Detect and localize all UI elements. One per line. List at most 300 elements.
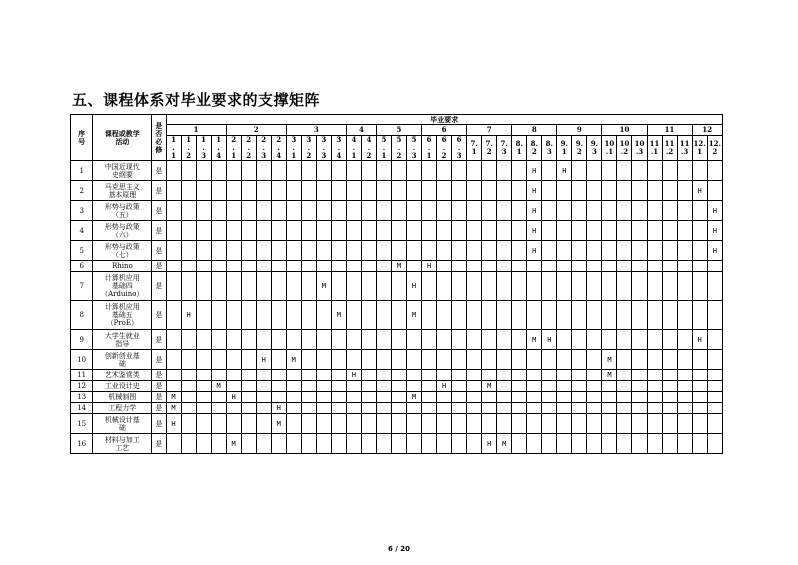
support-cell	[707, 434, 722, 454]
support-cell	[331, 414, 346, 434]
support-cell	[376, 201, 391, 221]
support-level-mark: H	[181, 301, 196, 330]
support-cell	[572, 301, 587, 330]
support-cell	[271, 370, 286, 381]
support-cell	[572, 201, 587, 221]
support-cell	[407, 403, 422, 414]
support-cell	[677, 350, 692, 370]
support-cell	[647, 381, 662, 392]
support-cell	[647, 403, 662, 414]
support-cell	[166, 272, 181, 301]
support-cell	[572, 414, 587, 434]
support-cell	[211, 221, 226, 241]
support-cell	[166, 241, 181, 261]
support-cell	[512, 370, 527, 381]
support-cell	[617, 392, 632, 403]
support-cell	[316, 201, 331, 221]
support-level-mark: M	[271, 414, 286, 434]
support-cell	[452, 221, 467, 241]
support-cell	[226, 350, 241, 370]
support-cell	[166, 350, 181, 370]
course-name: 材料与加工 工艺	[93, 434, 152, 454]
support-cell	[437, 201, 452, 221]
support-cell	[376, 403, 391, 414]
support-cell	[557, 241, 572, 261]
support-cell	[181, 392, 196, 403]
support-cell	[632, 261, 647, 272]
support-cell	[346, 381, 361, 392]
support-cell	[647, 330, 662, 350]
support-cell	[662, 403, 677, 414]
support-cell	[707, 272, 722, 301]
support-level-mark: H	[422, 261, 437, 272]
sub-requirement-header: 10 .3	[632, 136, 647, 161]
support-cell	[241, 434, 256, 454]
support-cell	[482, 261, 497, 272]
support-cell	[301, 414, 316, 434]
support-cell	[196, 272, 211, 301]
support-cell	[286, 403, 301, 414]
row-number: 4	[71, 221, 93, 241]
support-cell	[391, 403, 406, 414]
required-flag: 是	[152, 201, 166, 221]
support-cell	[482, 181, 497, 201]
support-cell	[452, 350, 467, 370]
support-cell	[707, 403, 722, 414]
support-cell	[316, 221, 331, 241]
support-cell	[557, 201, 572, 221]
support-cell	[527, 370, 542, 381]
support-cell	[256, 241, 271, 261]
support-cell	[376, 350, 391, 370]
support-cell	[256, 330, 271, 350]
support-level-mark: M	[166, 403, 181, 414]
support-cell	[707, 330, 722, 350]
support-cell	[587, 161, 602, 181]
support-cell	[512, 381, 527, 392]
support-cell	[542, 181, 557, 201]
support-cell	[692, 392, 707, 403]
support-cell	[211, 370, 226, 381]
support-cell	[346, 161, 361, 181]
support-cell	[407, 201, 422, 221]
support-cell	[286, 272, 301, 301]
support-cell	[301, 434, 316, 454]
support-cell	[361, 403, 376, 414]
support-cell	[617, 241, 632, 261]
support-cell	[572, 381, 587, 392]
group-header: 3	[286, 125, 346, 136]
sub-requirement-header: 7. 3	[497, 136, 512, 161]
support-cell	[602, 434, 617, 454]
support-cell	[422, 330, 437, 350]
support-cell	[632, 370, 647, 381]
support-cell	[587, 403, 602, 414]
course-name: 创新创业基 础	[93, 350, 152, 370]
header-group-row	[71, 125, 723, 136]
support-cell	[557, 221, 572, 241]
support-cell	[452, 181, 467, 201]
support-cell	[166, 301, 181, 330]
support-cell	[331, 201, 346, 221]
sub-requirement-header: 7. 2	[482, 136, 497, 161]
support-cell	[632, 221, 647, 241]
support-cell	[271, 381, 286, 392]
row-number: 1	[71, 161, 93, 181]
support-cell	[707, 181, 722, 201]
support-cell	[181, 434, 196, 454]
group-header: 1	[166, 125, 226, 136]
support-cell	[497, 201, 512, 221]
support-cell	[361, 370, 376, 381]
support-cell	[572, 221, 587, 241]
support-cell	[647, 201, 662, 221]
support-cell	[482, 241, 497, 261]
support-level-mark: H	[707, 201, 722, 221]
required-flag: 是	[152, 161, 166, 181]
support-cell	[286, 221, 301, 241]
support-cell	[482, 161, 497, 181]
support-cell	[196, 403, 211, 414]
group-header: 2	[226, 125, 286, 136]
support-cell	[422, 241, 437, 261]
table-row	[71, 434, 723, 454]
support-cell	[437, 161, 452, 181]
support-cell	[452, 392, 467, 403]
support-cell	[647, 181, 662, 201]
support-cell	[301, 241, 316, 261]
support-cell	[316, 381, 331, 392]
support-cell	[437, 434, 452, 454]
support-cell	[422, 221, 437, 241]
support-cell	[391, 301, 406, 330]
support-cell	[482, 272, 497, 301]
support-cell	[196, 414, 211, 434]
support-cell	[361, 241, 376, 261]
support-cell	[196, 370, 211, 381]
support-cell	[316, 392, 331, 403]
support-cell	[181, 241, 196, 261]
support-cell	[512, 201, 527, 221]
support-cell	[391, 201, 406, 221]
support-cell	[166, 261, 181, 272]
row-number: 14	[71, 403, 93, 414]
support-cell	[422, 181, 437, 201]
support-cell	[181, 414, 196, 434]
support-cell	[286, 381, 301, 392]
course-name: 大学生就业 指导	[93, 330, 152, 350]
support-cell	[677, 201, 692, 221]
sub-requirement-header: 10 .2	[617, 136, 632, 161]
support-cell	[331, 261, 346, 272]
support-cell	[482, 392, 497, 403]
support-cell	[512, 330, 527, 350]
row-number: 8	[71, 301, 93, 330]
support-cell	[271, 161, 286, 181]
support-cell	[376, 272, 391, 301]
support-cell	[707, 392, 722, 403]
support-cell	[557, 403, 572, 414]
row-number: 12	[71, 381, 93, 392]
support-cell	[361, 272, 376, 301]
support-cell	[316, 370, 331, 381]
support-cell	[662, 221, 677, 241]
support-cell	[707, 161, 722, 181]
support-cell	[166, 181, 181, 201]
support-cell	[166, 221, 181, 241]
support-cell	[346, 241, 361, 261]
support-level-mark: M	[391, 261, 406, 272]
support-cell	[557, 330, 572, 350]
support-cell	[692, 301, 707, 330]
support-cell	[632, 392, 647, 403]
support-cell	[241, 241, 256, 261]
support-cell	[391, 381, 406, 392]
support-cell	[647, 370, 662, 381]
support-cell	[557, 350, 572, 370]
support-cell	[211, 181, 226, 201]
support-cell	[361, 301, 376, 330]
required-flag: 是	[152, 272, 166, 301]
support-level-mark: M	[211, 381, 226, 392]
support-cell	[331, 241, 346, 261]
support-cell	[346, 272, 361, 301]
support-cell	[391, 272, 406, 301]
support-cell	[361, 350, 376, 370]
support-cell	[422, 201, 437, 221]
support-cell	[617, 221, 632, 241]
course-name: 机械设计基 础	[93, 414, 152, 434]
support-cell	[166, 434, 181, 454]
support-cell	[527, 392, 542, 403]
support-cell	[211, 161, 226, 181]
support-cell	[467, 301, 482, 330]
support-cell	[286, 330, 301, 350]
support-cell	[677, 272, 692, 301]
support-cell	[316, 330, 331, 350]
support-cell	[301, 370, 316, 381]
support-cell	[482, 301, 497, 330]
support-cell	[226, 261, 241, 272]
support-level-mark: H	[542, 330, 557, 350]
support-cell	[376, 381, 391, 392]
support-cell	[602, 221, 617, 241]
row-number: 11	[71, 370, 93, 381]
support-cell	[602, 241, 617, 261]
support-cell	[211, 261, 226, 272]
support-cell	[557, 434, 572, 454]
support-cell	[617, 181, 632, 201]
support-cell	[512, 241, 527, 261]
sub-requirement-header: 5 . 3	[407, 136, 422, 161]
support-cell	[632, 434, 647, 454]
support-cell	[542, 392, 557, 403]
support-cell	[376, 301, 391, 330]
support-level-mark: M	[316, 272, 331, 301]
support-cell	[211, 330, 226, 350]
support-cell	[497, 272, 512, 301]
support-cell	[361, 221, 376, 241]
support-cell	[617, 201, 632, 221]
support-cell	[452, 241, 467, 261]
support-cell	[241, 201, 256, 221]
support-cell	[407, 241, 422, 261]
group-header: 6	[422, 125, 467, 136]
support-cell	[602, 414, 617, 434]
support-cell	[301, 301, 316, 330]
support-cell	[407, 350, 422, 370]
support-cell	[542, 301, 557, 330]
support-cell	[617, 370, 632, 381]
support-cell	[587, 301, 602, 330]
support-cell	[707, 414, 722, 434]
support-cell	[512, 414, 527, 434]
support-cell	[497, 181, 512, 201]
support-cell	[196, 350, 211, 370]
support-cell	[181, 272, 196, 301]
support-cell	[527, 434, 542, 454]
sub-requirement-header: 3 . 1	[286, 136, 301, 161]
support-cell	[647, 301, 662, 330]
support-cell	[361, 330, 376, 350]
support-cell	[632, 381, 647, 392]
support-cell	[361, 392, 376, 403]
support-cell	[241, 414, 256, 434]
support-cell	[316, 261, 331, 272]
support-cell	[346, 221, 361, 241]
support-cell	[407, 161, 422, 181]
support-cell	[331, 330, 346, 350]
support-cell	[467, 330, 482, 350]
support-cell	[256, 381, 271, 392]
row-number: 15	[71, 414, 93, 434]
support-cell	[241, 350, 256, 370]
support-cell	[542, 381, 557, 392]
support-level-mark: M	[602, 370, 617, 381]
support-cell	[617, 330, 632, 350]
support-cell	[692, 261, 707, 272]
support-cell	[557, 261, 572, 272]
support-cell	[512, 181, 527, 201]
required-flag: 是	[152, 181, 166, 201]
support-cell	[482, 370, 497, 381]
support-cell	[376, 414, 391, 434]
support-cell	[376, 370, 391, 381]
support-cell	[271, 241, 286, 261]
support-level-mark: M	[602, 350, 617, 370]
support-cell	[662, 434, 677, 454]
group-header: 7	[467, 125, 512, 136]
sub-requirement-header: 8. 2	[527, 136, 542, 161]
sub-requirement-header: 4 . 1	[346, 136, 361, 161]
required-flag: 是	[152, 350, 166, 370]
support-cell	[452, 161, 467, 181]
support-cell	[316, 434, 331, 454]
course-name: 工程力学	[93, 403, 152, 414]
support-cell	[271, 350, 286, 370]
support-cell	[527, 403, 542, 414]
support-level-mark: H	[482, 434, 497, 454]
support-cell	[512, 301, 527, 330]
group-header: 5	[376, 125, 421, 136]
support-cell	[422, 301, 437, 330]
support-cell	[241, 381, 256, 392]
sub-requirement-header: 8. 3	[542, 136, 557, 161]
support-cell	[467, 161, 482, 181]
support-cell	[422, 350, 437, 370]
support-cell	[331, 272, 346, 301]
support-cell	[617, 350, 632, 370]
support-cell	[572, 181, 587, 201]
support-cell	[437, 241, 452, 261]
support-cell	[617, 434, 632, 454]
support-cell	[391, 434, 406, 454]
support-cell	[587, 414, 602, 434]
support-cell	[196, 221, 211, 241]
support-level-mark: H	[437, 381, 452, 392]
support-cell	[662, 330, 677, 350]
support-cell	[602, 403, 617, 414]
support-cell	[391, 241, 406, 261]
support-cell	[271, 434, 286, 454]
support-cell	[346, 261, 361, 272]
table-row	[71, 261, 723, 272]
sub-requirement-header: 5 . 1	[376, 136, 391, 161]
sub-requirement-header: 9. 2	[572, 136, 587, 161]
sub-requirement-header: 10 .1	[602, 136, 617, 161]
support-cell	[587, 350, 602, 370]
support-cell	[452, 381, 467, 392]
support-cell	[587, 272, 602, 301]
support-cell	[467, 381, 482, 392]
support-cell	[422, 161, 437, 181]
support-cell	[662, 241, 677, 261]
sub-requirement-header: 3 . 4	[331, 136, 346, 161]
support-cell	[286, 414, 301, 434]
support-cell	[527, 350, 542, 370]
support-cell	[391, 161, 406, 181]
support-cell	[196, 392, 211, 403]
header-row-top	[71, 115, 723, 125]
table-row	[71, 181, 723, 201]
header-graduation-requirements: 毕业要求	[166, 115, 723, 125]
support-cell	[467, 221, 482, 241]
support-cell	[602, 181, 617, 201]
row-number: 6	[71, 261, 93, 272]
support-cell	[256, 414, 271, 434]
support-cell	[241, 261, 256, 272]
support-cell	[331, 370, 346, 381]
support-cell	[557, 370, 572, 381]
support-cell	[301, 221, 316, 241]
support-cell	[617, 161, 632, 181]
support-level-mark: H	[527, 181, 542, 201]
table-row	[71, 272, 723, 301]
support-cell	[271, 330, 286, 350]
support-cell	[241, 392, 256, 403]
support-cell	[572, 434, 587, 454]
sub-requirement-header: 6 . 3	[452, 136, 467, 161]
support-cell	[482, 201, 497, 221]
sub-requirement-header: 9. 1	[557, 136, 572, 161]
support-cell	[256, 201, 271, 221]
support-cell	[662, 201, 677, 221]
support-cell	[376, 241, 391, 261]
support-cell	[632, 403, 647, 414]
support-cell	[647, 221, 662, 241]
table-row	[71, 330, 723, 350]
support-cell	[391, 221, 406, 241]
